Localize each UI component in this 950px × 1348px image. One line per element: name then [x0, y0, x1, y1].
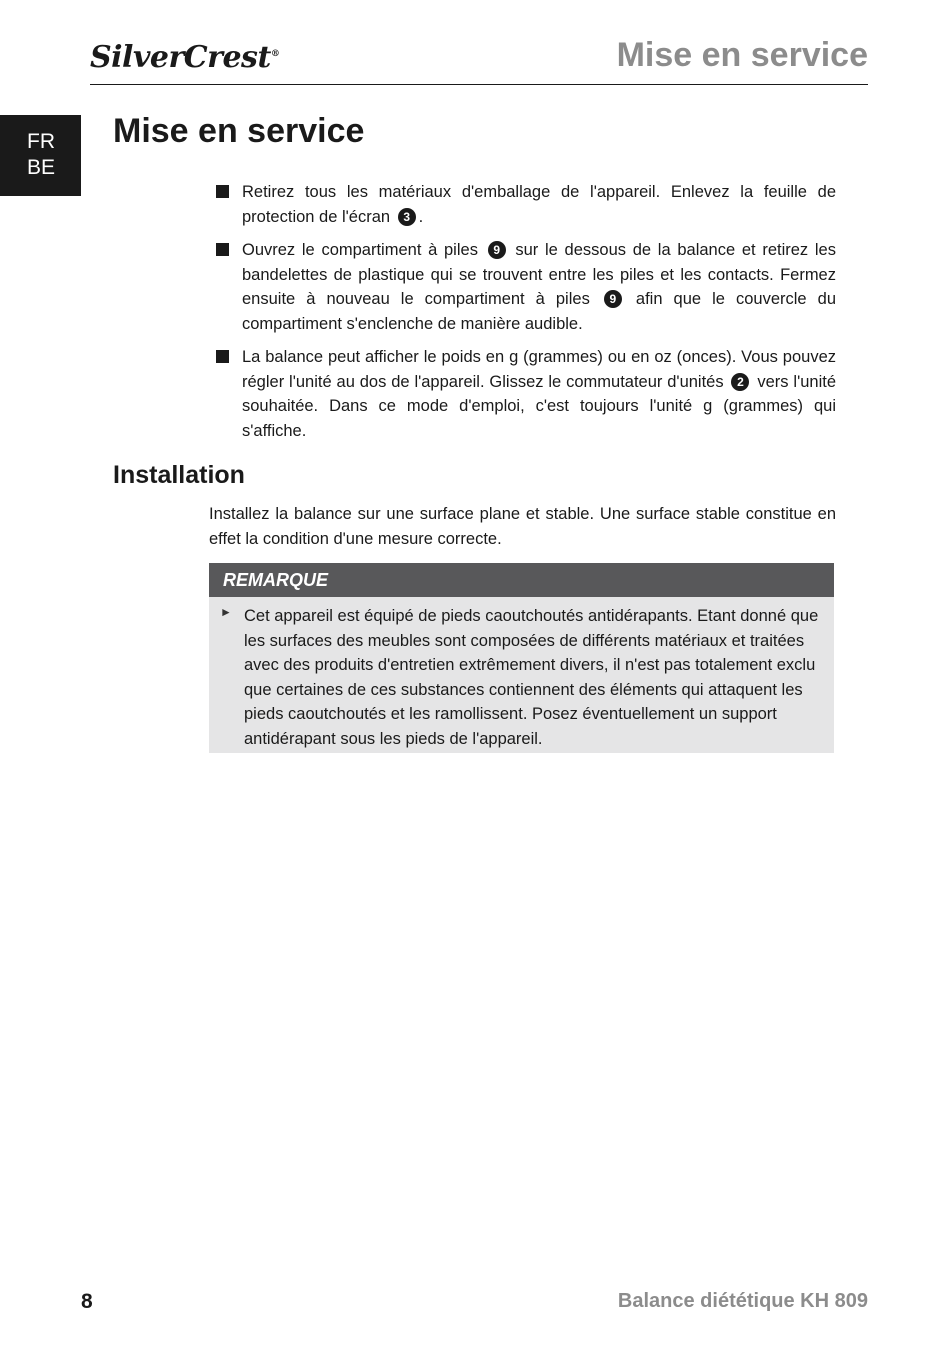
language-tab — [0, 115, 81, 196]
list-item — [214, 238, 836, 336]
square-bullet-icon — [216, 185, 229, 198]
list-item-text: Retirez tous les matériaux d'emballage de l'appareil. Enlevez la feuille de protection de l'écran — [242, 183, 836, 226]
note-header: REMARQUE — [209, 563, 834, 597]
registered-mark: ® — [270, 49, 280, 59]
language-code-fr: FR — [27, 130, 55, 153]
list-item-text-end: vers l'unité souhaitée. Dans ce mode d'emploi, c'est toujours l'unité g (grammes) qui s'affiche. — [242, 372, 836, 440]
arrow-right-icon: ► — [220, 605, 232, 619]
reference-number-badge: 3 — [398, 208, 416, 226]
footer-product-name: Balance diététique KH 809 — [617, 1290, 868, 1312]
reference-number-badge: 9 — [488, 241, 506, 259]
installation-text: Installez la balance sur une surface plane et stable. Une surface stable constitue en effet la condition d'une mesure correcte. — [209, 505, 836, 548]
list-item-text: Ouvrez le compartiment à piles — [242, 241, 485, 259]
page-header — [90, 36, 868, 85]
page-number: 8 — [81, 1290, 93, 1313]
list-item-text-end: afin que le couvercle du compartiment s'enclenche de manière audible. — [242, 290, 836, 333]
list-item-text-end: . — [418, 207, 424, 226]
reference-number-badge: 2 — [731, 373, 749, 391]
square-bullet-icon — [216, 243, 229, 256]
list-item — [214, 345, 836, 443]
list-item-text: La balance peut afficher le poids en g (grammes) ou en oz (onces). Vous pouvez régler l'unité au dos de l'appareil. Glissez le commutateur d'unités — [242, 348, 836, 391]
logo-text: SilverCrest — [90, 40, 271, 75]
instruction-list — [214, 180, 836, 452]
page-title: Mise en service — [113, 112, 365, 150]
installation-heading: Installation — [113, 461, 245, 489]
note-text: Cet appareil est équipé de pieds caoutchoutés antidérapants. Etant donné que les surfaces des meubles sont composées de différents matériaux et traitées avec des produits d'entretien extrêmement divers, il n'est pas totalement exclu que certaines de ces substances contiennent des éléments qui attaquent les pieds caoutchoutés et les ramollissent. Posez éventuellement un support antidérapant sous les pieds de l'appareil. — [244, 607, 819, 748]
note-box — [209, 563, 834, 753]
note-item — [209, 597, 834, 752]
silvercrest-logo — [90, 40, 279, 75]
square-bullet-icon — [216, 350, 229, 363]
list-item-text-middle: sur le dessous de la balance et retirez les bandelettes de plastique qui se trouvent entre les piles et les contacts. Fermez ensuite à nouveau le compartiment à piles — [242, 241, 836, 308]
header-section-title: Mise en service — [616, 36, 868, 74]
reference-number-badge: 9 — [604, 290, 622, 308]
list-item — [214, 180, 836, 229]
language-code-be: BE — [27, 156, 56, 179]
